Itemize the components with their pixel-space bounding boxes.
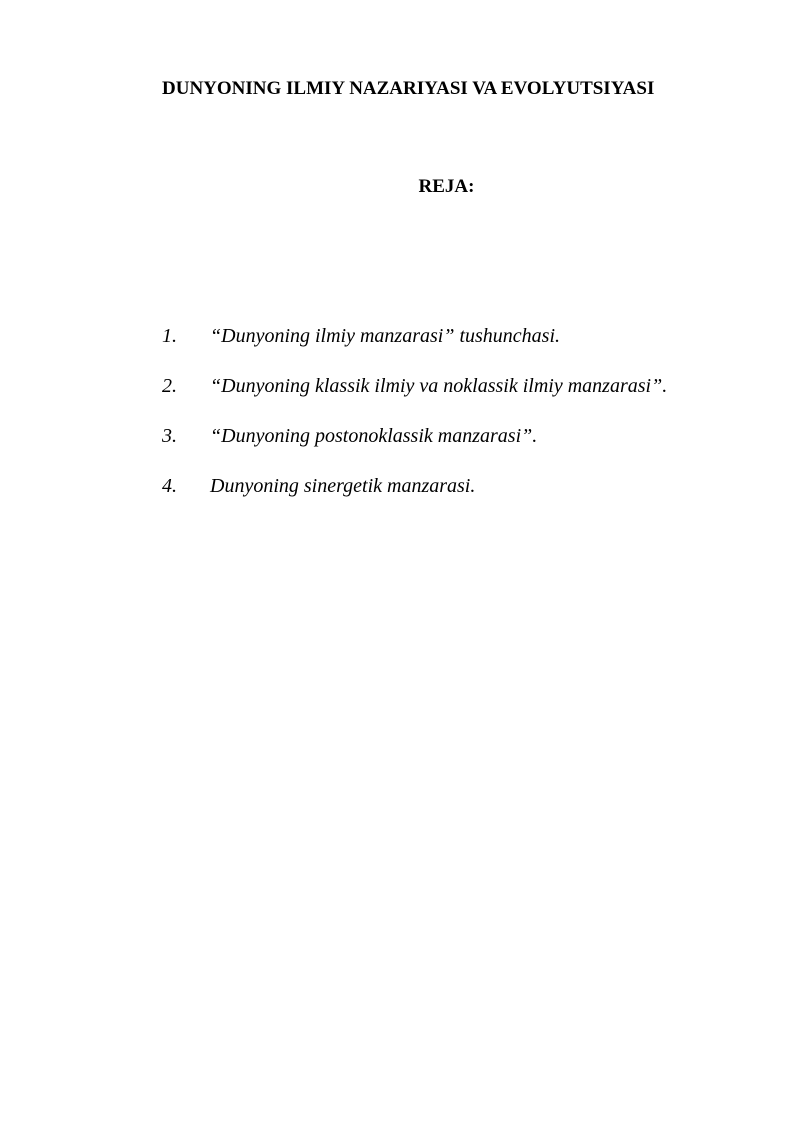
- plan-item-text: “Dunyoning klassik ilmiy va noklassik ilmiy manzarasi”.: [210, 375, 668, 397]
- plan-item-number: 4.: [162, 475, 177, 497]
- plan-item-number: 2.: [162, 375, 177, 397]
- document-title: DUNYONING ILMIY NAZARIYASI VA EVOLYUTSIYASI: [162, 78, 655, 99]
- plan-heading: REJA:: [418, 176, 475, 197]
- plan-item-number: 3.: [162, 425, 177, 447]
- plan-item-text: Dunyoning sinergetik manzarasi.: [210, 475, 476, 497]
- plan-item-text: “Dunyoning postonoklassik manzarasi”.: [210, 425, 538, 447]
- plan-item-number: 1.: [162, 325, 177, 347]
- plan-item-text: “Dunyoning ilmiy manzarasi” tushunchasi.: [210, 325, 561, 347]
